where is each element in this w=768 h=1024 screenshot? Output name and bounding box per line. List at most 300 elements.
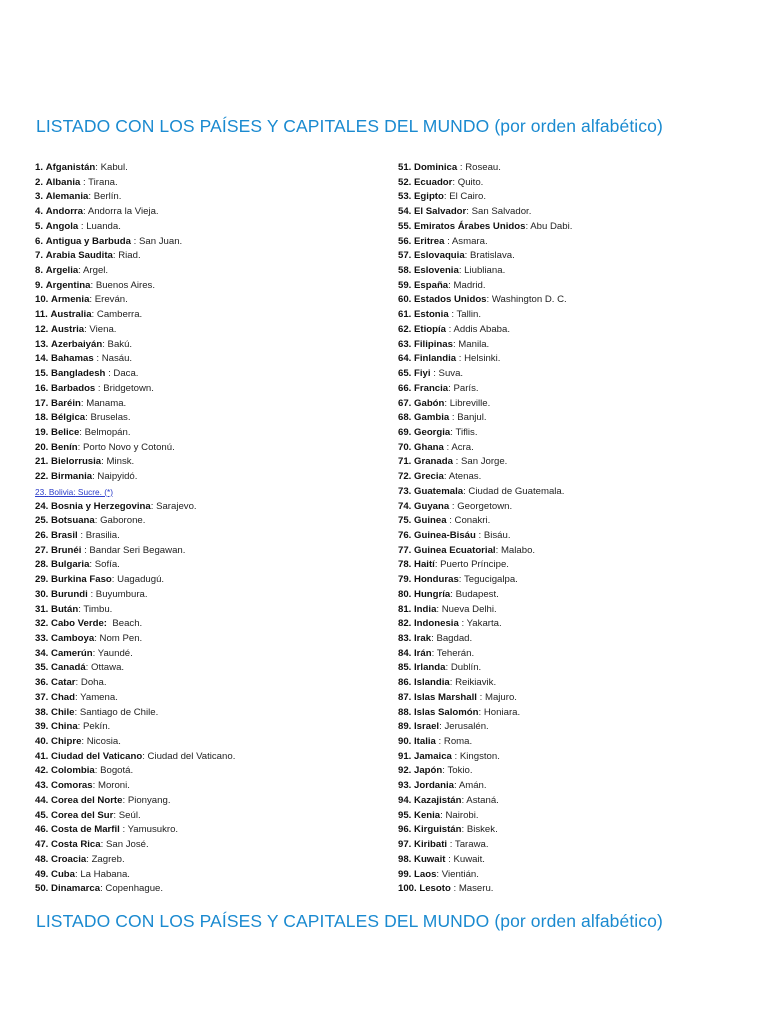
entry-number: 73. bbox=[398, 485, 412, 497]
entry-number-wrap bbox=[35, 780, 48, 791]
capital-name: Biskek. bbox=[466, 824, 498, 836]
country-name: Japón bbox=[414, 765, 443, 777]
capital-name: Naipyidó. bbox=[97, 471, 138, 483]
capital-name: Acra. bbox=[451, 441, 474, 453]
country-entry bbox=[35, 706, 365, 721]
entry-number-wrap bbox=[398, 721, 411, 732]
entry-number-wrap bbox=[398, 398, 411, 409]
country-name: Australia bbox=[50, 309, 92, 321]
country-entry bbox=[35, 853, 365, 868]
country-name: Francia bbox=[414, 382, 449, 394]
country-entry bbox=[35, 573, 365, 588]
capital-name: Madrid. bbox=[453, 279, 486, 291]
entry-number-wrap bbox=[35, 648, 48, 659]
country-name: Islandia bbox=[414, 677, 450, 689]
country-entry bbox=[35, 176, 365, 191]
country-entry bbox=[35, 647, 365, 662]
separator: : bbox=[92, 647, 98, 659]
country-entry bbox=[35, 352, 365, 367]
separator: : bbox=[446, 515, 455, 527]
entry-number-wrap bbox=[35, 309, 48, 320]
entry-number-wrap bbox=[35, 412, 48, 423]
capital-name: Belmopán. bbox=[84, 426, 131, 438]
entry-number-wrap bbox=[398, 250, 411, 261]
entry-number: 40. bbox=[35, 736, 49, 748]
separator: : bbox=[89, 559, 95, 571]
entry-number: 50. bbox=[35, 883, 49, 895]
entry-number-wrap bbox=[35, 721, 48, 732]
country-name: Honduras bbox=[414, 574, 459, 586]
country-entry bbox=[35, 470, 365, 485]
separator: : bbox=[93, 353, 102, 365]
capital-name: Camberra. bbox=[96, 309, 143, 321]
entry-number: 32. bbox=[35, 618, 49, 630]
country-name: Bután bbox=[51, 603, 79, 615]
separator: : bbox=[434, 559, 441, 571]
capital-name: Pekín. bbox=[83, 721, 111, 733]
separator: : bbox=[447, 839, 455, 851]
country-name: Argentina bbox=[45, 279, 91, 291]
capital-name: Roma. bbox=[443, 736, 473, 748]
separator: : bbox=[81, 544, 90, 556]
entry-number-wrap bbox=[35, 574, 48, 585]
capital-name: Yaundé. bbox=[97, 647, 133, 659]
separator: : bbox=[461, 794, 467, 806]
country-name: España bbox=[414, 279, 449, 291]
separator: : bbox=[92, 471, 98, 483]
country-entry bbox=[35, 426, 365, 441]
country-entry bbox=[35, 661, 365, 676]
entry-number-wrap bbox=[35, 839, 48, 850]
separator: : bbox=[486, 294, 492, 306]
country-name: Finlandia bbox=[414, 353, 457, 365]
capital-name: Bagdad. bbox=[436, 633, 473, 644]
country-name: Bosnia y Herzegovina bbox=[51, 500, 151, 512]
entry-number-wrap bbox=[35, 191, 43, 202]
entry-number: 71. bbox=[398, 456, 412, 468]
capital-name: Kabul. bbox=[100, 162, 128, 173]
capital-name: Bakú. bbox=[107, 338, 133, 350]
country-name: Laos bbox=[414, 868, 437, 880]
separator: : bbox=[81, 736, 87, 748]
entry-number: 54. bbox=[398, 206, 412, 218]
entry-number-wrap bbox=[398, 383, 411, 394]
separator: : bbox=[90, 279, 96, 291]
separator: : bbox=[436, 603, 442, 615]
capital-name: Buyumbura. bbox=[95, 588, 148, 600]
country-name: Guinea Ecuatorial bbox=[414, 544, 496, 556]
entry-number: 1. bbox=[35, 162, 44, 173]
entry-number: 19. bbox=[35, 426, 49, 438]
country-entry bbox=[398, 441, 738, 456]
country-entry bbox=[35, 882, 365, 897]
entry-number: 27. bbox=[35, 544, 49, 556]
country-name: Afganistán bbox=[45, 162, 96, 173]
separator: : bbox=[461, 824, 467, 836]
country-entry bbox=[398, 293, 738, 308]
country-name: Andorra bbox=[45, 206, 83, 218]
entry-number-wrap bbox=[35, 795, 48, 806]
country-name: Emiratos Árabes Unidos bbox=[414, 220, 526, 232]
country-name: India bbox=[414, 603, 437, 615]
capital-name: Quito. bbox=[457, 176, 484, 188]
separator: : bbox=[436, 868, 442, 880]
entry-number: 52. bbox=[398, 176, 412, 188]
country-name: Alemania bbox=[45, 191, 89, 203]
entry-number-wrap bbox=[398, 662, 411, 673]
entry-number: 36. bbox=[35, 677, 49, 689]
capital-name: Berlín. bbox=[93, 191, 122, 203]
capital-name: Asmara. bbox=[451, 235, 488, 247]
country-entry bbox=[398, 603, 738, 618]
entry-number-wrap bbox=[35, 824, 48, 835]
entry-number: 55. bbox=[398, 220, 412, 232]
country-entry bbox=[35, 676, 365, 691]
country-name: Filipinas bbox=[414, 338, 453, 350]
entry-number: 41. bbox=[35, 750, 49, 762]
country-entry bbox=[398, 367, 738, 382]
entry-number-wrap bbox=[398, 236, 411, 247]
country-entry bbox=[35, 514, 365, 529]
entry-number-wrap bbox=[398, 427, 411, 438]
separator: : bbox=[443, 191, 450, 203]
entry-number-wrap bbox=[398, 339, 411, 350]
separator: : bbox=[130, 235, 139, 247]
separator: : bbox=[84, 323, 90, 335]
capital-name: Viena. bbox=[89, 323, 117, 335]
country-name: Fiyi bbox=[414, 368, 431, 380]
entry-number: 64. bbox=[398, 353, 412, 365]
entry-number: 74. bbox=[398, 500, 412, 512]
country-name: Jordania bbox=[414, 780, 455, 792]
entry-number: 30. bbox=[35, 588, 49, 600]
capital-name: Sarajevo. bbox=[156, 500, 197, 512]
entry-number: 15. bbox=[35, 368, 49, 380]
entry-number-wrap bbox=[35, 530, 48, 541]
separator: : bbox=[478, 706, 484, 718]
capital-name: Tokio. bbox=[447, 765, 473, 777]
country-name: Irak bbox=[414, 633, 432, 644]
capital-name: Uagadugú. bbox=[117, 574, 165, 586]
country-name: Irán bbox=[414, 647, 432, 659]
country-entry bbox=[35, 868, 365, 883]
separator: : bbox=[449, 412, 458, 424]
entry-number-wrap bbox=[35, 604, 48, 615]
entry-number: 65. bbox=[398, 368, 412, 380]
country-entry bbox=[35, 750, 365, 765]
capital-name: Manila. bbox=[458, 338, 490, 350]
entry-number-wrap bbox=[35, 765, 48, 776]
entry-number: 59. bbox=[398, 279, 412, 291]
country-name: Dominica bbox=[414, 162, 458, 173]
separator: : bbox=[450, 588, 456, 600]
separator: : bbox=[443, 441, 452, 453]
entry-number-wrap bbox=[35, 162, 43, 173]
country-entry bbox=[398, 647, 738, 662]
country-name: Brunéi bbox=[51, 544, 82, 556]
separator: : bbox=[451, 750, 460, 762]
separator: : bbox=[101, 456, 107, 468]
entry-number-wrap bbox=[35, 456, 48, 467]
entry-number: 4. bbox=[35, 206, 44, 218]
separator: : bbox=[74, 706, 80, 718]
country-entry bbox=[398, 426, 738, 441]
capital-name: Santiago de Chile. bbox=[79, 706, 159, 718]
country-name: Etiopía bbox=[414, 323, 446, 335]
country-name: Ciudad del Vaticano bbox=[51, 750, 143, 762]
entry-number: 34. bbox=[35, 647, 49, 659]
capital-name: Kingston. bbox=[459, 750, 500, 762]
separator: : bbox=[83, 206, 88, 218]
capital-name: Nom Pen. bbox=[99, 633, 143, 644]
separator: : bbox=[77, 441, 84, 453]
entry-number-wrap bbox=[398, 515, 411, 526]
entry-number-wrap bbox=[398, 751, 411, 762]
entry-number-wrap bbox=[398, 162, 411, 173]
separator: : bbox=[525, 220, 531, 232]
capital-name: Tallin. bbox=[456, 309, 482, 321]
country-name: Bélgica bbox=[51, 412, 86, 424]
capital-name: Porto Novo y Cotonú. bbox=[83, 441, 175, 453]
country-name: Indonesia bbox=[414, 618, 459, 630]
separator: : bbox=[80, 397, 87, 409]
country-entry bbox=[35, 529, 365, 544]
capital-name: Andorra la Vieja. bbox=[87, 206, 159, 218]
separator: : bbox=[458, 265, 465, 277]
separator: : bbox=[463, 485, 469, 497]
entry-number-wrap bbox=[35, 383, 48, 394]
capital-name: Vientián. bbox=[441, 868, 479, 880]
country-name: Armenia bbox=[51, 294, 90, 306]
country-entry bbox=[35, 441, 365, 456]
country-name: Cuba bbox=[51, 868, 75, 880]
entry-number-wrap bbox=[35, 692, 48, 703]
country-name: China bbox=[51, 721, 78, 733]
entry-number-wrap bbox=[35, 589, 48, 600]
country-name: Eslovaquia bbox=[414, 250, 465, 262]
capital-name: Maseru. bbox=[458, 883, 494, 895]
capital-name: Helsinki. bbox=[464, 353, 501, 365]
capital-name: Suva. bbox=[438, 368, 464, 380]
separator: : bbox=[122, 794, 128, 806]
entry-number: 46. bbox=[35, 824, 49, 836]
entry-number-wrap bbox=[398, 810, 411, 821]
country-entry bbox=[398, 514, 738, 529]
entry-number: 7. bbox=[35, 250, 44, 262]
entry-number-wrap bbox=[398, 618, 411, 629]
entry-number-wrap bbox=[35, 736, 48, 747]
capital-name: San Juan. bbox=[138, 235, 183, 247]
country-entry bbox=[35, 603, 365, 618]
separator: : bbox=[113, 809, 119, 821]
country-entry bbox=[398, 558, 738, 573]
country-entry bbox=[398, 823, 738, 838]
entry-number: 82. bbox=[398, 618, 412, 630]
entry-number-wrap bbox=[398, 456, 411, 467]
entry-number: 28. bbox=[35, 559, 49, 571]
country-entry bbox=[398, 161, 738, 176]
country-entry bbox=[398, 661, 738, 676]
capital-name: Reikiavik. bbox=[455, 677, 497, 689]
entry-number: 48. bbox=[35, 853, 49, 865]
country-entry bbox=[398, 764, 738, 779]
country-name: Islas Marshall bbox=[414, 691, 477, 703]
capital-name: Copenhague. bbox=[105, 883, 164, 895]
country-entry bbox=[35, 691, 365, 706]
capital-name: San Salvador. bbox=[471, 206, 532, 218]
country-name: Bahamas bbox=[51, 353, 94, 365]
country-name: Baréin bbox=[51, 397, 81, 409]
capital-name: Washington D. C. bbox=[491, 294, 567, 306]
country-entry bbox=[398, 485, 738, 500]
entry-number-wrap bbox=[398, 412, 411, 423]
entry-number: 18. bbox=[35, 412, 49, 424]
entry-number-wrap bbox=[398, 486, 411, 497]
capital-name: Zagreb. bbox=[91, 853, 125, 865]
country-entry bbox=[398, 235, 738, 250]
capital-name: Puerto Príncipe. bbox=[440, 559, 509, 571]
country-entry bbox=[35, 249, 365, 264]
entry-number-wrap bbox=[35, 545, 48, 556]
country-name: Azerbaiyán bbox=[51, 338, 103, 350]
capital-name: San José. bbox=[105, 839, 149, 851]
country-entry bbox=[35, 809, 365, 824]
entry-number: 57. bbox=[398, 250, 412, 262]
country-entry bbox=[398, 279, 738, 294]
country-entry bbox=[35, 558, 365, 573]
capital-name: El Cairo. bbox=[449, 191, 486, 203]
country-name: Egipto bbox=[414, 191, 444, 203]
entry-number: 33. bbox=[35, 633, 49, 644]
country-name: Lesoto bbox=[419, 883, 451, 895]
country-entry bbox=[398, 397, 738, 412]
country-entry bbox=[35, 367, 365, 382]
separator: : bbox=[119, 824, 128, 836]
entry-number: 83. bbox=[398, 633, 412, 644]
separator: : bbox=[111, 574, 118, 586]
entry-number: 90. bbox=[398, 736, 412, 748]
entry-number: 51. bbox=[398, 162, 412, 173]
entry-number: 76. bbox=[398, 529, 412, 541]
country-entry bbox=[398, 338, 738, 353]
entry-number: 66. bbox=[398, 382, 412, 394]
entry-number-wrap bbox=[35, 442, 48, 453]
country-name: Ecuador bbox=[414, 176, 453, 188]
capital-name: Brasilia. bbox=[85, 529, 120, 541]
separator: : bbox=[77, 721, 84, 733]
separator: : bbox=[75, 691, 81, 703]
separator: : bbox=[458, 618, 467, 630]
country-name: Chad bbox=[51, 691, 75, 703]
separator: : bbox=[495, 544, 501, 556]
capital-name: Manama. bbox=[86, 397, 127, 409]
country-name: Corea del Norte bbox=[51, 794, 123, 806]
capital-name: Sofía. bbox=[94, 559, 120, 571]
country-name: Botsuana bbox=[51, 515, 95, 527]
country-name: Kuwait bbox=[414, 853, 446, 865]
entry-number-wrap bbox=[35, 206, 43, 217]
capital-name: Budapest. bbox=[455, 588, 499, 600]
separator: : bbox=[431, 647, 437, 659]
country-entry bbox=[398, 190, 738, 205]
entry-number-wrap bbox=[398, 442, 411, 453]
entry-number: 78. bbox=[398, 559, 412, 571]
entry-number-wrap bbox=[35, 707, 48, 718]
entry-number: 80. bbox=[398, 588, 412, 600]
capital-name: Georgetown. bbox=[457, 500, 513, 512]
separator: : bbox=[100, 883, 106, 895]
country-name: Kiribati bbox=[414, 839, 448, 851]
entry-number: 75. bbox=[398, 515, 412, 527]
country-name: Colombia bbox=[51, 765, 95, 777]
country-name: Canadá bbox=[51, 662, 86, 674]
separator: : bbox=[78, 603, 84, 615]
entry-number: 5. bbox=[35, 220, 44, 232]
country-name: Hungría bbox=[414, 588, 451, 600]
entry-number: 23. bbox=[35, 486, 47, 497]
country-name: Kazajistán bbox=[414, 794, 462, 806]
entry-number: 72. bbox=[398, 471, 412, 483]
country-entry bbox=[398, 308, 738, 323]
entry-number: 38. bbox=[35, 706, 49, 718]
entry-number: 79. bbox=[398, 574, 412, 586]
country-entry bbox=[35, 338, 365, 353]
country-entry bbox=[398, 249, 738, 264]
separator: : bbox=[439, 721, 445, 733]
country-entry-link[interactable] bbox=[35, 485, 365, 500]
separator: : bbox=[112, 250, 119, 262]
entry-number-wrap bbox=[35, 177, 43, 188]
entry-number-wrap bbox=[35, 559, 48, 570]
capital-name: Jerusalén. bbox=[444, 721, 489, 733]
separator: : bbox=[456, 353, 465, 365]
entry-number: 94. bbox=[398, 794, 412, 806]
country-name: Italia bbox=[414, 736, 436, 748]
capital-name: Doha. bbox=[80, 677, 107, 689]
entry-number: 81. bbox=[398, 603, 412, 615]
country-entry bbox=[398, 470, 738, 485]
separator: : bbox=[89, 294, 95, 306]
country-entry bbox=[398, 794, 738, 809]
capital-name: Addis Ababa. bbox=[453, 323, 511, 335]
separator: : bbox=[75, 677, 81, 689]
separator: : bbox=[445, 853, 454, 865]
country-name: Corea del Sur bbox=[51, 809, 114, 821]
entry-number-wrap bbox=[35, 501, 48, 512]
entry-number: 63. bbox=[398, 338, 412, 350]
capital-name: Banjul. bbox=[457, 412, 487, 424]
entry-number: 77. bbox=[398, 544, 412, 556]
capital-name: Tiflis. bbox=[455, 426, 478, 438]
separator: : bbox=[452, 456, 461, 468]
capital-name: Yamena. bbox=[80, 691, 118, 703]
separator: : bbox=[450, 426, 456, 438]
entry-number-wrap bbox=[398, 677, 411, 688]
entry-number: 96. bbox=[398, 824, 412, 836]
entry-number-wrap bbox=[35, 339, 48, 350]
country-entry bbox=[35, 794, 365, 809]
entry-number-wrap bbox=[398, 501, 411, 512]
entry-number: 89. bbox=[398, 721, 412, 733]
capital-name: Buenos Aires. bbox=[95, 279, 156, 291]
capital-name: Tegucigalpa. bbox=[463, 574, 518, 586]
entry-number: 13. bbox=[35, 338, 49, 350]
entry-number-wrap bbox=[35, 810, 48, 821]
capital-name: Moroni. bbox=[97, 780, 130, 792]
entry-number: 17. bbox=[35, 397, 49, 409]
entry-number: 100. bbox=[398, 883, 417, 895]
entry-number: 67. bbox=[398, 397, 412, 409]
